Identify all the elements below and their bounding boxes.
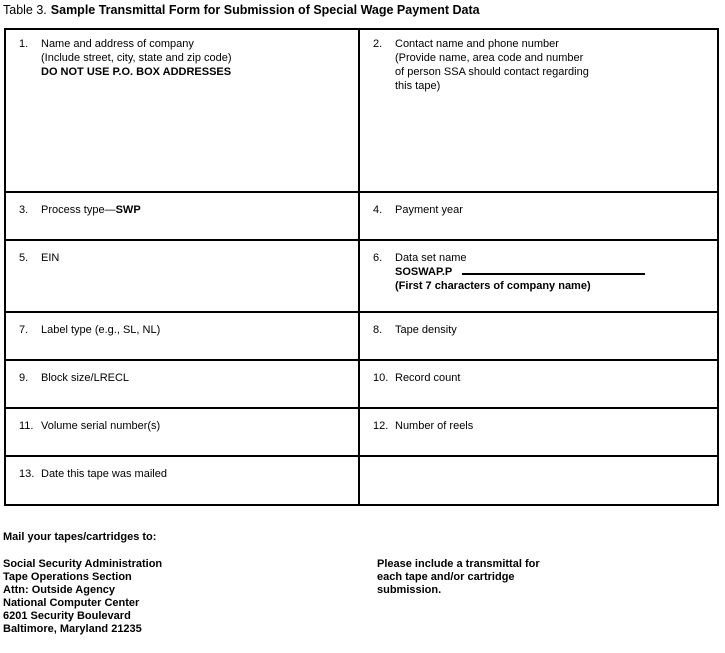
field-label [395, 419, 711, 455]
field-label [373, 467, 711, 504]
table-number-label: Table 3. [3, 3, 47, 17]
field-label-text: Date this tape was mailed [41, 468, 167, 480]
mail-address [3, 558, 162, 636]
field-label [395, 371, 711, 407]
field-label [395, 323, 711, 359]
form-field-cell [6, 409, 360, 455]
field-label-line [395, 51, 711, 65]
field-label-line [41, 51, 352, 65]
field-label-text: Name and address of company [41, 38, 194, 50]
field-label-line [41, 37, 352, 51]
form-row [6, 30, 717, 193]
field-label [41, 37, 352, 191]
field-label-line [395, 419, 711, 433]
field-label [41, 203, 352, 239]
field-number: 10. [373, 372, 389, 384]
field-label-line [395, 265, 711, 279]
transmittal-form-table [4, 28, 719, 506]
field-number: 1. [19, 38, 29, 50]
field-number: 11. [19, 420, 34, 432]
field-label-text: this tape) [395, 80, 441, 92]
form-row [6, 457, 717, 504]
field-label [41, 371, 352, 407]
field-label-line [41, 419, 352, 433]
field-label-line [395, 203, 711, 217]
field-label [395, 251, 711, 311]
field-label-text: Data set name [395, 252, 467, 264]
field-label-text: Contact name and phone number [395, 38, 559, 50]
field-number: 3. [19, 204, 29, 216]
field-label-line [395, 323, 711, 337]
address-line: Social Security Administration [3, 558, 163, 570]
form-field-cell [6, 457, 360, 504]
field-label-line [41, 203, 352, 217]
form-field-cell [6, 313, 360, 359]
form-row [6, 361, 717, 409]
form-field-cell [360, 193, 717, 239]
field-label-text: Record count [395, 372, 461, 384]
mail-to-heading: Mail your tapes/cartridges to: [3, 531, 157, 543]
field-number: 9. [19, 372, 29, 384]
field-label [395, 37, 711, 191]
form-field-cell [6, 361, 360, 407]
field-number: 13. [19, 468, 35, 480]
field-number: 5. [19, 252, 29, 264]
field-label-line [395, 279, 711, 293]
field-number: 8. [373, 324, 383, 336]
field-label-text: Volume serial number(s) [41, 420, 161, 432]
field-label-line [395, 371, 711, 385]
field-number: 7. [19, 324, 29, 336]
note-line: submission. [377, 584, 442, 596]
note-line: each tape and/or cartridge [377, 571, 515, 583]
field-number: 6. [373, 252, 383, 264]
field-label [41, 419, 352, 455]
field-label-text: Block size/LRECL [41, 372, 130, 384]
address-line: National Computer Center [3, 597, 140, 609]
form-row [6, 193, 717, 241]
field-number: 4. [373, 204, 383, 216]
field-label-text: EIN [41, 252, 60, 264]
field-number: 2. [373, 38, 383, 50]
field-label-text: DO NOT USE P.O. BOX ADDRESSES [41, 66, 232, 78]
field-label [41, 467, 352, 504]
field-label-text: Label type (e.g., SL, NL) [41, 324, 161, 336]
field-label [41, 251, 352, 311]
field-label-line [41, 467, 352, 481]
form-field-cell [6, 241, 360, 311]
field-label-line [395, 79, 711, 93]
form-field-cell [360, 457, 717, 504]
field-label-line [395, 65, 711, 79]
field-label-line [41, 65, 352, 79]
note-line: Please include a transmittal for [377, 558, 540, 570]
form-row [6, 409, 717, 457]
form-field-cell [360, 241, 717, 311]
field-label-line [395, 251, 711, 265]
address-line: Baltimore, Maryland 21235 [3, 623, 142, 635]
field-label-text: (First 7 characters of company name) [395, 280, 591, 292]
form-field-cell [6, 193, 360, 239]
form-field-cell [360, 313, 717, 359]
field-label-text: (Provide name, area code and number [395, 52, 584, 64]
field-label-text: of person SSA should contact regarding [395, 66, 589, 78]
page-title-text: Sample Transmittal Form for Submission of Special Wage Payment Data [50, 3, 480, 17]
form-row [6, 313, 717, 361]
address-line: Tape Operations Section [3, 571, 132, 583]
field-label [395, 203, 711, 239]
form-field-cell [360, 361, 717, 407]
page-title [3, 3, 480, 17]
address-line: 6201 Security Boulevard [3, 610, 131, 622]
field-label-line [41, 251, 352, 265]
field-label-text: (Include street, city, state and zip code) [41, 52, 232, 64]
field-label-text: Number of reels [395, 420, 474, 432]
field-label-text: Tape density [395, 324, 457, 336]
form-row [6, 241, 717, 313]
field-label-line [41, 371, 352, 385]
field-label-text: Payment year [395, 204, 463, 216]
field-label-line [395, 37, 711, 51]
transmittal-note [377, 558, 540, 597]
form-field-cell [360, 409, 717, 455]
field-label-line [41, 323, 352, 337]
form-field-cell [6, 30, 360, 191]
field-number: 12. [373, 420, 389, 432]
address-line: Attn: Outside Agency [3, 584, 116, 596]
field-label-text: SOSWAP.P [395, 266, 453, 278]
field-label-text: SWP [115, 204, 141, 216]
field-label [41, 323, 352, 359]
form-field-cell [360, 30, 717, 191]
field-label-text: Process type— [41, 204, 116, 216]
fill-in-line [462, 266, 645, 275]
